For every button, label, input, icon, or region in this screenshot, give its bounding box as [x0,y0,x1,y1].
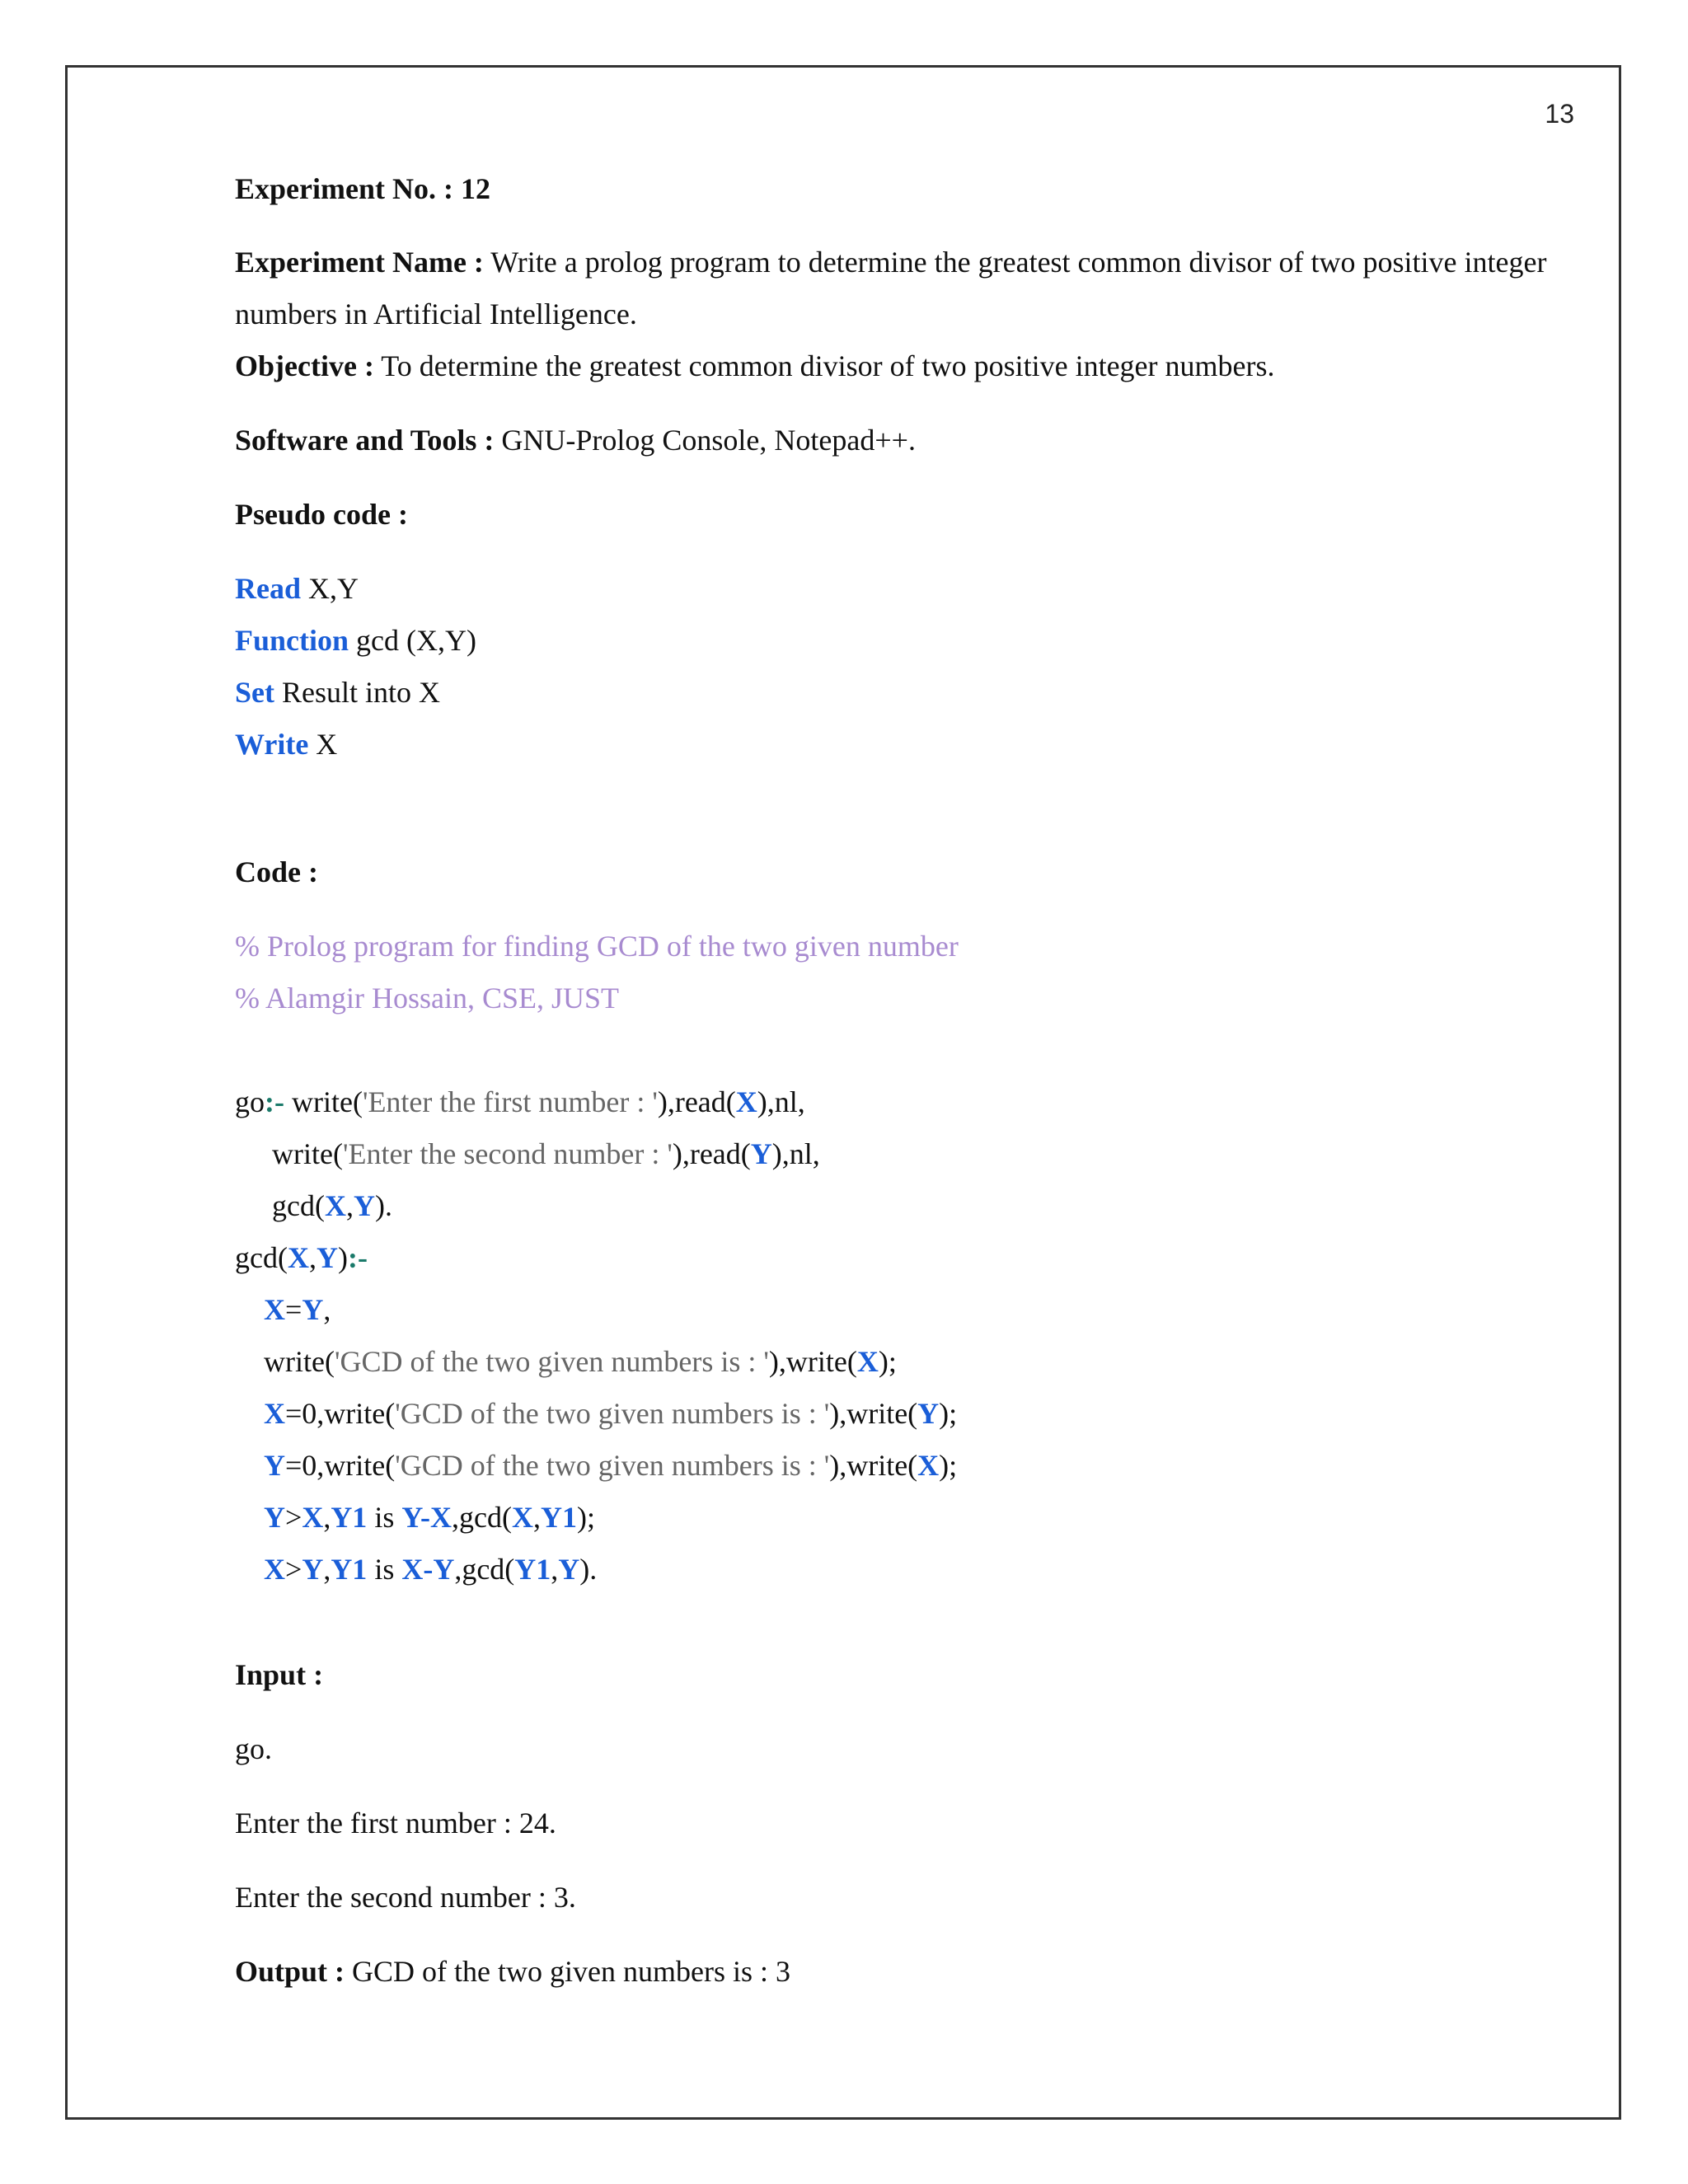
pseudo-line [235,569,359,608]
experiment-name-line2: numbers in Artificial Intelligence. [235,298,637,330]
code-comment: % Alamgir Hossain, CSE, JUST [235,982,620,1015]
pseudo-rest: X [308,728,338,761]
objective-label: Objective : [235,349,374,382]
pseudo-heading: Pseudo code : [235,498,408,531]
code-line: Y>X,Y1 is Y-X,gcd(X,Y1); [264,1501,595,1534]
code-line: X=0,write('GCD of the two given numbers is : '),write(Y); [264,1397,958,1430]
code-line-go: go:- write('Enter the first number : '),read(X),nl, [235,1085,805,1118]
pseudo-keyword: Function [235,624,349,657]
page-number: 13 [1545,99,1574,129]
pseudo-line [235,673,440,712]
experiment-name-label: Experiment Name : [235,246,484,279]
pseudo-keyword: Write [235,728,309,761]
code-line: X=Y, [264,1293,331,1326]
pseudo-rest: gcd (X,Y) [349,624,476,657]
experiment-no: Experiment No. : 12 [235,172,490,205]
pseudo-line [235,724,337,764]
objective-text: To determine the greatest common divisor of two positive integer numbers. [373,349,1275,382]
objective [235,346,1275,386]
code-line: X>Y,Y1 is X-Y,gcd(Y1,Y). [264,1553,598,1586]
input-line: go. [235,1732,272,1765]
code-line-gcd-head: gcd(X,Y):- [235,1241,368,1274]
code-comment: % Prolog program for finding GCD of the two given number [235,930,959,963]
input-line: Enter the second number : 3. [235,1881,576,1914]
experiment-name-line1 [235,242,1546,282]
input-heading: Input : [235,1658,324,1691]
code-line: Y=0,write('GCD of the two given numbers is : '),write(X); [264,1449,958,1482]
code-line: write('GCD of the two given numbers is : '),write(X); [264,1345,897,1378]
pseudo-rest: Result into X [274,676,441,709]
output-text: GCD of the two given numbers is : 3 [345,1955,790,1988]
pseudo-line [235,621,476,660]
input-line: Enter the first number : 24. [235,1807,556,1840]
code-line: write('Enter the second number : '),read(Y),nl, [272,1137,820,1170]
software-label: Software and Tools : [235,424,495,457]
output-label: Output : [235,1955,345,1988]
output [235,1952,790,1991]
software-tools [235,420,916,460]
pseudo-rest: X,Y [301,572,359,605]
code-line: gcd(X,Y). [272,1189,392,1222]
software-text: GNU-Prolog Console, Notepad++. [494,424,916,457]
experiment-name-text: Write a prolog program to determine the greatest common divisor of two positive integer [483,246,1547,279]
code-heading: Code : [235,855,318,888]
pseudo-keyword: Set [235,676,274,709]
pseudo-keyword: Read [235,572,301,605]
